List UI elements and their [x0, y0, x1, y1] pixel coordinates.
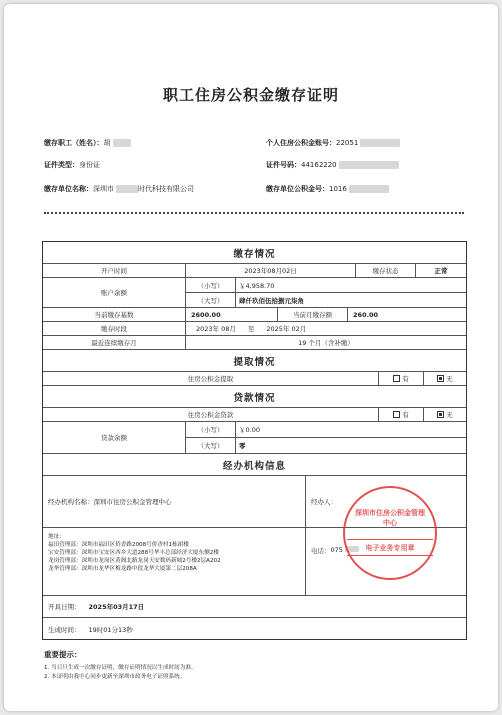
- table-row: [43, 308, 466, 322]
- gen-time-field: [43, 618, 466, 640]
- redaction: [339, 161, 399, 169]
- redaction: [360, 139, 400, 147]
- period-from: 2023年 08月: [196, 325, 236, 333]
- lower-case-label: （小写）: [186, 422, 235, 438]
- deposit-header-text: 缴存情况: [233, 248, 276, 260]
- open-time-label: 开户时间: [101, 267, 127, 275]
- employer-account-value: 1016: [329, 185, 347, 193]
- dotted-divider: [44, 212, 464, 214]
- account-number-label: 个人住房公积金账号：: [266, 139, 336, 147]
- no-label: 无: [446, 375, 453, 383]
- status-value: 正常: [415, 264, 466, 277]
- yes-label: 有: [402, 375, 409, 383]
- handler-label: 经办人：: [305, 476, 466, 527]
- balance-label: 账户余额: [101, 289, 127, 297]
- employer-name-value-a: 深圳市: [93, 185, 114, 193]
- deposit-section-header: [43, 242, 466, 264]
- balance-values: [235, 278, 466, 307]
- checkbox-icon: [393, 411, 400, 418]
- employee-name-value: 胡: [103, 139, 111, 147]
- period-to-label: 至: [247, 325, 255, 333]
- checked-box-icon: [437, 375, 444, 382]
- period-label: 缴存时段: [101, 325, 127, 333]
- monthly-value: 260.00: [347, 308, 466, 321]
- table-row: [43, 596, 466, 618]
- open-date-label: 开具日期：: [48, 603, 81, 611]
- address-block: [43, 528, 305, 595]
- loan-header-text: 贷款情况: [233, 392, 276, 404]
- base-label: 当前缴存基数: [94, 311, 134, 319]
- phone-label: 电话：: [311, 547, 331, 555]
- table-row: [43, 408, 466, 422]
- seal-top-text: 深圳市住房公积金管理中心: [355, 509, 425, 527]
- address-line: 福田管理部：深圳市福田区侨香路2008号侨香村1栋裙楼: [48, 542, 189, 548]
- phone-value: 075: [330, 546, 343, 554]
- address-line: 龙岗管理部：深圳市龙岗区黄阁北路龙岗天安数码新城2号楼2层A202: [48, 558, 221, 564]
- balance-upper-value: 肆仟玖佰伍拾捌元柒角: [239, 296, 304, 305]
- checkbox-icon: [393, 375, 400, 382]
- period-values: [185, 322, 466, 335]
- loan-no: [423, 408, 466, 421]
- open-time-value: 2023年08月02日: [185, 264, 355, 277]
- loan-lower-value: ￥0.00: [236, 422, 466, 438]
- loan-section-header: [43, 386, 466, 408]
- balance-lower-value: ￥4,958.70: [236, 278, 466, 293]
- open-date-value: 2025年03月17日: [88, 603, 145, 611]
- balance-case-labels: [185, 278, 235, 307]
- table-row: [43, 264, 466, 278]
- withdraw-header-text: 提取情况: [233, 356, 276, 368]
- period-to: 2025年 02月: [266, 325, 307, 333]
- employer-name-field: [44, 184, 194, 194]
- account-number-field: [266, 138, 400, 148]
- open-date-field: [43, 596, 466, 617]
- employer-account-field: [266, 184, 389, 194]
- seal-bottom-text: 电子业务专用章: [365, 543, 415, 552]
- account-number-value: 22051: [336, 139, 359, 147]
- note-item: 1. 当日只生成一次缴存证明，缴存证明情况以生成时间为准。: [44, 665, 197, 671]
- loan-yes: [378, 408, 423, 421]
- id-type-label: 证件类型：: [44, 161, 79, 169]
- document-title: 职工住房公积金缴存证明: [162, 86, 339, 104]
- gen-time-value: 19时01分13秒: [88, 625, 133, 634]
- redaction: [116, 185, 138, 193]
- agency-section-header: [43, 454, 466, 476]
- upper-case-label: （大写）: [197, 442, 224, 450]
- yes-label: 有: [402, 411, 409, 419]
- consecutive-label: 最近连续缴存月: [91, 339, 137, 347]
- table-row: [43, 372, 466, 386]
- consecutive-value: 19 个月（含补缴）: [185, 336, 466, 349]
- loan-label: 住房公积金贷款: [187, 411, 234, 419]
- monthly-label: 当前月缴存额: [277, 308, 347, 321]
- lower-case-label: （小写）: [186, 278, 235, 293]
- withdraw-yes: [378, 372, 423, 385]
- loan-balance-values: [235, 422, 466, 453]
- notes-header: 重要提示：: [44, 650, 82, 659]
- employer-name-label: 缴存单位名称：: [44, 185, 93, 193]
- table-row: [43, 322, 466, 336]
- loan-upper-value: 零: [239, 442, 246, 450]
- employee-name-label: 缴存职工（姓名）：: [44, 139, 104, 147]
- loan-balance-label: 贷款余额: [101, 434, 127, 442]
- redaction: [113, 139, 131, 147]
- withdraw-label: 住房公积金提取: [187, 375, 234, 383]
- id-number-value: 44162220: [301, 161, 337, 169]
- base-value: 2600.00: [185, 308, 277, 321]
- id-number-field: [266, 160, 399, 170]
- address-line: 龙华管理部：深圳市龙华区梅龙路中段龙华大厦第二层208A: [48, 566, 197, 572]
- checked-box-icon: [437, 411, 444, 418]
- withdraw-section-header: [43, 350, 466, 372]
- id-type-field: [44, 160, 100, 170]
- seal-band: [347, 539, 433, 556]
- address-line: 宝安管理部：深圳市宝安区西乡大道288号华丰总部经济大厦东侧2楼: [48, 550, 219, 556]
- address-lines: [48, 533, 221, 573]
- document-page: [4, 4, 498, 711]
- loan-case-labels: [185, 422, 235, 453]
- agency-name: 经办机构名称：深圳市住房公积金管理中心: [48, 498, 172, 506]
- table-row: [43, 422, 466, 454]
- redaction: [349, 185, 389, 193]
- withdraw-no: [423, 372, 466, 385]
- certificate-table: [42, 241, 467, 640]
- upper-case-label: （大写）: [197, 296, 224, 305]
- employee-name-field: [44, 138, 131, 148]
- status-label: 缴存状态: [355, 264, 415, 277]
- note-item: 2. 本证明由我中心同步更新至深圳市政务电子证照系统。: [44, 674, 186, 680]
- table-row: [43, 618, 466, 640]
- employer-name-value-b: 时代科技有限公司: [138, 185, 194, 193]
- id-number-label: 证件号码：: [266, 161, 301, 169]
- address-label: 地址：: [48, 534, 65, 540]
- table-row: [43, 278, 466, 308]
- gen-time-label: 生成时间：: [48, 625, 81, 634]
- id-type-value: 身份证: [79, 161, 100, 169]
- agency-header-text: 经办机构信息: [222, 460, 286, 472]
- employer-account-label: 缴存单位公积金号：: [266, 185, 329, 193]
- table-row: [43, 336, 466, 350]
- no-label: 无: [446, 411, 453, 419]
- official-seal: [343, 486, 437, 580]
